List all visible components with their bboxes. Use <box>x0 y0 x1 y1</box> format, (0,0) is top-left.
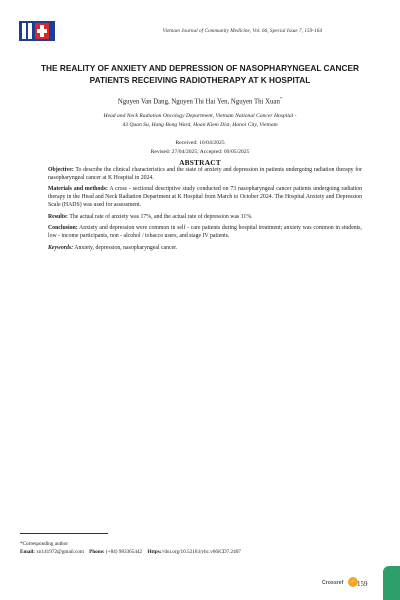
email-value[interactable]: xn141972@gmail.com <box>35 549 84 555</box>
abstract-heading: ABSTRACT <box>179 158 221 167</box>
objective-label: Objective: <box>48 167 74 173</box>
journal-citation: Vietnam Journal of Community Medicine, Vol. 66, Special Issue 7, 159-164 <box>162 28 322 34</box>
footnote <box>20 540 241 556</box>
https-label: Https: <box>147 549 162 555</box>
side-tab <box>383 566 400 600</box>
journal-logo <box>19 19 55 43</box>
results-label: Results: <box>48 213 68 220</box>
crossref-check-icon: ✓ <box>348 577 358 587</box>
results-text: The actual rate of anxiety was 17%, and the actual rate of depression was 11%. <box>67 213 253 220</box>
contact-line <box>20 548 241 556</box>
crossref-badge[interactable] <box>322 577 356 589</box>
doi-link[interactable]: //doi.org/10.52163/yhc.v66iCD7.2407 <box>161 549 241 555</box>
received-date: Received: 16/04/2025 <box>175 140 225 146</box>
conclusion-text: Anxiety and depression were common in self - care patients during hospital treatment; anxiety was common in students, low - income participants, non - alcohol / tobacco users, and stage IV patients. <box>48 225 362 240</box>
objective-text: To describe the clinical characteristics and the state of anxiety and depression in patients undergoing radiation therapy for nasopharyngeal cancer at K Hospital in 2024. <box>48 167 362 181</box>
affiliation-line-1: Head and Neck Radiation Oncology Department, Vietnam National Cancer Hospital - <box>103 113 297 119</box>
article-dates <box>40 139 360 157</box>
abstract-objective <box>48 167 362 183</box>
abstract-keywords <box>48 245 362 253</box>
author-list <box>20 96 380 105</box>
article-title: THE REALITY OF ANXIETY AND DEPRESSION OF NASOPHARYNGEAL CANCER PATIENTS RECEIVING RADIOTHERAPY AT K HOSPITAL <box>40 63 360 85</box>
corresponding-mark: * <box>279 96 283 101</box>
abstract-methods <box>48 186 362 210</box>
phone-value: (+84) 983365442 <box>104 549 143 555</box>
phone-label: Phone: <box>89 549 105 555</box>
authors-text: Nguyen Van Dang, Nguyen Thi Hai Yen, Nguyen Thi Xuan <box>117 98 280 106</box>
abstract-results <box>48 214 362 222</box>
footnote-divider <box>20 533 108 534</box>
corresponding-author-label: *Corresponding author <box>20 541 68 547</box>
crossref-label: Crossref <box>322 580 344 586</box>
conclusion-label: Conclusion: <box>48 225 78 232</box>
affiliation-line-2: 43 Quan Su, Hang Bong Ward, Hoan Kiem Dist, Hanoi City, Vietnam <box>122 121 278 128</box>
page-number: 159 <box>357 580 368 588</box>
abstract-conclusion <box>48 225 362 241</box>
abstract-body <box>48 167 362 256</box>
keywords-text: Anxiety, depression, nasopharyngeal cancer. <box>73 244 178 251</box>
methods-text: A cross - sectional descriptive study conducted on 73 nasopharyngeal cancer patients undergoing radiation therapy in the Head and Neck Radiation Department at K Hospital from March to October 2024. The Hospital Anxiety and Depression Scale (HADS) was used for assessment. <box>48 186 363 209</box>
email-label: Email: <box>20 549 35 555</box>
revised-accepted-date: Revised: 27/04/2025; Accepted: 09/05/2025 <box>150 149 250 155</box>
affiliation <box>40 112 360 129</box>
methods-label: Materials and methods: <box>48 186 108 193</box>
keywords-label: Keywords: <box>48 244 74 251</box>
